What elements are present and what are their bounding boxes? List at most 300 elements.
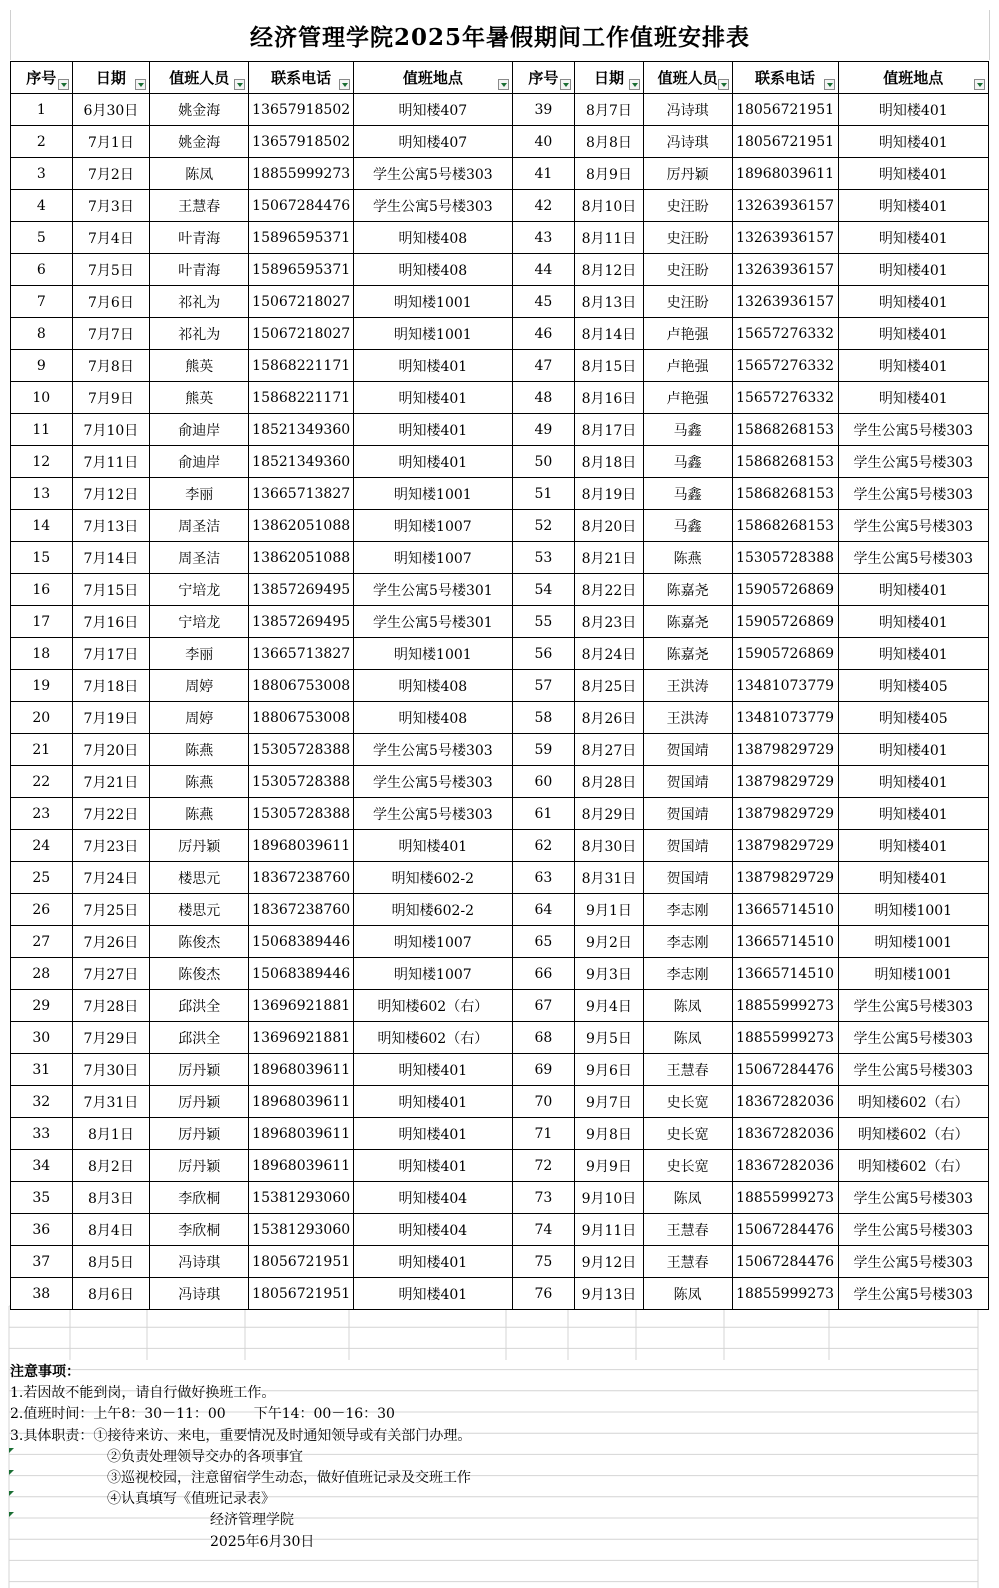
cell-staff-2[interactable]: 冯诗琪 (643, 94, 732, 126)
cell-index-2[interactable]: 42 (512, 190, 575, 222)
cell-index-2[interactable]: 63 (512, 862, 575, 894)
cell-phone-2[interactable]: 13879829729 (732, 766, 838, 798)
cell-index-2[interactable]: 66 (512, 958, 575, 990)
cell-date-2[interactable]: 9月2日 (575, 926, 644, 958)
cell-staff[interactable]: 冯诗琪 (150, 1246, 249, 1278)
cell-location-2[interactable]: 明知楼405 (838, 670, 988, 702)
cell-phone-2[interactable]: 18056721951 (732, 126, 838, 158)
cell-index-2[interactable]: 69 (512, 1054, 575, 1086)
cell-location[interactable]: 学生公寓5号楼303 (354, 734, 512, 766)
cell-date-2[interactable]: 8月23日 (575, 606, 644, 638)
cell-date[interactable]: 7月29日 (72, 1022, 150, 1054)
cell-location[interactable]: 学生公寓5号楼303 (354, 158, 512, 190)
cell-index-2[interactable]: 74 (512, 1214, 575, 1246)
cell-staff[interactable]: 宁培龙 (150, 574, 249, 606)
cell-index[interactable]: 9 (11, 350, 73, 382)
cell-staff[interactable]: 周婷 (150, 670, 249, 702)
cell-location-2[interactable]: 明知楼401 (838, 254, 988, 286)
cell-location[interactable]: 明知楼401 (354, 1278, 512, 1310)
cell-date[interactable]: 7月27日 (72, 958, 150, 990)
cell-index[interactable]: 24 (11, 830, 73, 862)
cell-date[interactable]: 7月28日 (72, 990, 150, 1022)
cell-index[interactable]: 7 (11, 286, 73, 318)
filter-dropdown-icon[interactable] (718, 79, 729, 90)
cell-location-2[interactable]: 学生公寓5号楼303 (838, 478, 988, 510)
cell-index-2[interactable]: 39 (512, 94, 575, 126)
cell-staff[interactable]: 邱洪全 (150, 990, 249, 1022)
cell-staff[interactable]: 楼思元 (150, 894, 249, 926)
cell-phone[interactable]: 15896595371 (249, 222, 354, 254)
cell-phone-2[interactable]: 15868268153 (732, 478, 838, 510)
cell-date[interactable]: 8月3日 (72, 1182, 150, 1214)
cell-date-2[interactable]: 8月18日 (575, 446, 644, 478)
cell-location-2[interactable]: 明知楼602（右） (838, 1118, 988, 1150)
cell-staff-2[interactable]: 马鑫 (643, 414, 732, 446)
cell-index[interactable]: 34 (11, 1150, 73, 1182)
cell-index[interactable]: 2 (11, 126, 73, 158)
cell-staff[interactable]: 熊英 (150, 382, 249, 414)
cell-staff[interactable]: 李丽 (150, 478, 249, 510)
cell-index-2[interactable]: 43 (512, 222, 575, 254)
cell-staff[interactable]: 周婷 (150, 702, 249, 734)
cell-staff-2[interactable]: 史汪盼 (643, 254, 732, 286)
cell-location[interactable]: 明知楼1007 (354, 510, 512, 542)
cell-staff[interactable]: 王慧春 (150, 190, 249, 222)
cell-staff-2[interactable]: 贺国靖 (643, 830, 732, 862)
cell-index[interactable]: 13 (11, 478, 73, 510)
cell-index-2[interactable]: 75 (512, 1246, 575, 1278)
cell-index-2[interactable]: 46 (512, 318, 575, 350)
cell-date-2[interactable]: 8月8日 (575, 126, 644, 158)
cell-phone-2[interactable]: 13665714510 (732, 894, 838, 926)
cell-location-2[interactable]: 明知楼401 (838, 798, 988, 830)
filter-dropdown-icon[interactable] (560, 79, 571, 90)
cell-date-2[interactable]: 9月12日 (575, 1246, 644, 1278)
cell-location[interactable]: 明知楼1001 (354, 318, 512, 350)
cell-phone[interactable]: 15868221171 (249, 382, 354, 414)
cell-staff[interactable]: 厉丹颖 (150, 1150, 249, 1182)
cell-location-2[interactable]: 学生公寓5号楼303 (838, 1278, 988, 1310)
cell-index[interactable]: 12 (11, 446, 73, 478)
cell-phone-2[interactable]: 15067284476 (732, 1054, 838, 1086)
cell-date-2[interactable]: 8月22日 (575, 574, 644, 606)
cell-date-2[interactable]: 8月19日 (575, 478, 644, 510)
cell-location[interactable]: 明知楼408 (354, 222, 512, 254)
cell-phone[interactable]: 18968039611 (249, 1150, 354, 1182)
cell-staff-2[interactable]: 贺国靖 (643, 734, 732, 766)
cell-phone-2[interactable]: 15905726869 (732, 574, 838, 606)
cell-date[interactable]: 7月23日 (72, 830, 150, 862)
cell-phone-2[interactable]: 15305728388 (732, 542, 838, 574)
cell-location-2[interactable]: 明知楼602（右） (838, 1150, 988, 1182)
cell-phone[interactable]: 13857269495 (249, 574, 354, 606)
cell-location-2[interactable]: 明知楼401 (838, 734, 988, 766)
filter-dropdown-icon[interactable] (58, 79, 69, 90)
cell-date[interactable]: 7月20日 (72, 734, 150, 766)
cell-staff[interactable]: 周圣洁 (150, 542, 249, 574)
cell-date[interactable]: 7月30日 (72, 1054, 150, 1086)
cell-location[interactable]: 明知楼1007 (354, 926, 512, 958)
cell-staff[interactable]: 周圣洁 (150, 510, 249, 542)
cell-date[interactable]: 8月2日 (72, 1150, 150, 1182)
cell-date[interactable]: 7月25日 (72, 894, 150, 926)
cell-staff-2[interactable]: 陈燕 (643, 542, 732, 574)
cell-location-2[interactable]: 学生公寓5号楼303 (838, 990, 988, 1022)
cell-staff[interactable]: 厉丹颖 (150, 830, 249, 862)
cell-date-2[interactable]: 9月9日 (575, 1150, 644, 1182)
cell-staff-2[interactable]: 卢艳强 (643, 350, 732, 382)
cell-date[interactable]: 8月4日 (72, 1214, 150, 1246)
cell-date-2[interactable]: 8月11日 (575, 222, 644, 254)
cell-location-2[interactable]: 明知楼401 (838, 766, 988, 798)
cell-date[interactable]: 7月6日 (72, 286, 150, 318)
cell-index[interactable]: 15 (11, 542, 73, 574)
cell-date-2[interactable]: 9月3日 (575, 958, 644, 990)
cell-location[interactable]: 明知楼401 (354, 350, 512, 382)
cell-index-2[interactable]: 71 (512, 1118, 575, 1150)
cell-location[interactable]: 明知楼602（右） (354, 1022, 512, 1054)
cell-staff-2[interactable]: 李志刚 (643, 894, 732, 926)
cell-date-2[interactable]: 8月24日 (575, 638, 644, 670)
cell-date-2[interactable]: 8月14日 (575, 318, 644, 350)
cell-staff-2[interactable]: 马鑫 (643, 510, 732, 542)
cell-staff-2[interactable]: 贺国靖 (643, 766, 732, 798)
cell-location-2[interactable]: 学生公寓5号楼303 (838, 542, 988, 574)
cell-location[interactable]: 明知楼602-2 (354, 894, 512, 926)
cell-index-2[interactable]: 53 (512, 542, 575, 574)
cell-staff-2[interactable]: 王慧春 (643, 1054, 732, 1086)
cell-phone[interactable]: 15067218027 (249, 286, 354, 318)
cell-date[interactable]: 7月21日 (72, 766, 150, 798)
cell-date-2[interactable]: 9月13日 (575, 1278, 644, 1310)
cell-location[interactable]: 明知楼408 (354, 670, 512, 702)
cell-phone[interactable]: 15305728388 (249, 734, 354, 766)
cell-staff-2[interactable]: 马鑫 (643, 478, 732, 510)
cell-index[interactable]: 10 (11, 382, 73, 414)
cell-index[interactable]: 28 (11, 958, 73, 990)
cell-index-2[interactable]: 65 (512, 926, 575, 958)
cell-location-2[interactable]: 学生公寓5号楼303 (838, 1182, 988, 1214)
cell-phone[interactable]: 18521349360 (249, 414, 354, 446)
cell-index[interactable]: 5 (11, 222, 73, 254)
cell-staff-2[interactable]: 史汪盼 (643, 190, 732, 222)
cell-phone-2[interactable]: 15067284476 (732, 1246, 838, 1278)
cell-location[interactable]: 明知楼404 (354, 1182, 512, 1214)
cell-staff[interactable]: 李欣桐 (150, 1214, 249, 1246)
cell-staff-2[interactable]: 史长宽 (643, 1150, 732, 1182)
cell-staff[interactable]: 陈俊杰 (150, 958, 249, 990)
cell-index-2[interactable]: 52 (512, 510, 575, 542)
cell-phone[interactable]: 13657918502 (249, 94, 354, 126)
cell-date[interactable]: 7月14日 (72, 542, 150, 574)
cell-location[interactable]: 明知楼1007 (354, 958, 512, 990)
cell-phone-2[interactable]: 18855999273 (732, 1182, 838, 1214)
cell-phone[interactable]: 18968039611 (249, 1086, 354, 1118)
cell-location-2[interactable]: 学生公寓5号楼303 (838, 1054, 988, 1086)
cell-index-2[interactable]: 47 (512, 350, 575, 382)
cell-phone[interactable]: 13657918502 (249, 126, 354, 158)
cell-date[interactable]: 7月16日 (72, 606, 150, 638)
cell-phone-2[interactable]: 15657276332 (732, 382, 838, 414)
cell-staff-2[interactable]: 卢艳强 (643, 382, 732, 414)
cell-date[interactable]: 7月26日 (72, 926, 150, 958)
cell-location-2[interactable]: 明知楼401 (838, 318, 988, 350)
cell-phone-2[interactable]: 13263936157 (732, 222, 838, 254)
cell-staff[interactable]: 祁礼为 (150, 318, 249, 350)
cell-location-2[interactable]: 学生公寓5号楼303 (838, 1214, 988, 1246)
cell-index-2[interactable]: 55 (512, 606, 575, 638)
cell-index-2[interactable]: 40 (512, 126, 575, 158)
cell-date-2[interactable]: 8月31日 (575, 862, 644, 894)
cell-phone-2[interactable]: 13879829729 (732, 734, 838, 766)
cell-staff-2[interactable]: 史长宽 (643, 1086, 732, 1118)
cell-date-2[interactable]: 8月17日 (575, 414, 644, 446)
cell-staff-2[interactable]: 王洪涛 (643, 702, 732, 734)
cell-phone-2[interactable]: 13879829729 (732, 830, 838, 862)
cell-location[interactable]: 明知楼407 (354, 126, 512, 158)
cell-index[interactable]: 8 (11, 318, 73, 350)
filter-dropdown-icon[interactable] (135, 79, 146, 90)
cell-index[interactable]: 20 (11, 702, 73, 734)
cell-phone-2[interactable]: 18367282036 (732, 1086, 838, 1118)
cell-date-2[interactable]: 8月29日 (575, 798, 644, 830)
cell-phone-2[interactable]: 13263936157 (732, 286, 838, 318)
cell-location[interactable]: 明知楼1007 (354, 542, 512, 574)
cell-phone-2[interactable]: 18855999273 (732, 990, 838, 1022)
cell-phone-2[interactable]: 15868268153 (732, 414, 838, 446)
cell-staff[interactable]: 姚金海 (150, 94, 249, 126)
cell-phone-2[interactable]: 13665714510 (732, 958, 838, 990)
cell-phone[interactable]: 15305728388 (249, 798, 354, 830)
cell-index[interactable]: 30 (11, 1022, 73, 1054)
cell-index[interactable]: 1 (11, 94, 73, 126)
cell-location-2[interactable]: 明知楼401 (838, 158, 988, 190)
cell-index-2[interactable]: 54 (512, 574, 575, 606)
cell-location[interactable]: 学生公寓5号楼303 (354, 798, 512, 830)
cell-staff-2[interactable]: 李志刚 (643, 926, 732, 958)
cell-location[interactable]: 明知楼401 (354, 414, 512, 446)
cell-location[interactable]: 明知楼401 (354, 382, 512, 414)
cell-staff[interactable]: 宁培龙 (150, 606, 249, 638)
cell-date[interactable]: 7月12日 (72, 478, 150, 510)
cell-date[interactable]: 8月5日 (72, 1246, 150, 1278)
cell-staff-2[interactable]: 冯诗琪 (643, 126, 732, 158)
cell-index-2[interactable]: 72 (512, 1150, 575, 1182)
cell-date[interactable]: 7月3日 (72, 190, 150, 222)
cell-location[interactable]: 明知楼401 (354, 1150, 512, 1182)
cell-staff[interactable]: 厉丹颖 (150, 1086, 249, 1118)
cell-index[interactable]: 37 (11, 1246, 73, 1278)
cell-index[interactable]: 17 (11, 606, 73, 638)
cell-index-2[interactable]: 59 (512, 734, 575, 766)
cell-staff-2[interactable]: 王慧春 (643, 1214, 732, 1246)
filter-dropdown-icon[interactable] (234, 79, 245, 90)
cell-staff-2[interactable]: 陈凤 (643, 1182, 732, 1214)
cell-staff[interactable]: 厉丹颖 (150, 1054, 249, 1086)
cell-location[interactable]: 明知楼401 (354, 1086, 512, 1118)
cell-phone-2[interactable]: 15067284476 (732, 1214, 838, 1246)
cell-date-2[interactable]: 9月1日 (575, 894, 644, 926)
cell-date[interactable]: 7月18日 (72, 670, 150, 702)
cell-index[interactable]: 26 (11, 894, 73, 926)
cell-index-2[interactable]: 76 (512, 1278, 575, 1310)
cell-staff[interactable]: 冯诗琪 (150, 1278, 249, 1310)
cell-location[interactable]: 学生公寓5号楼301 (354, 574, 512, 606)
cell-staff-2[interactable]: 陈凤 (643, 1022, 732, 1054)
cell-phone-2[interactable]: 18367282036 (732, 1118, 838, 1150)
cell-location-2[interactable]: 明知楼401 (838, 862, 988, 894)
cell-date-2[interactable]: 8月30日 (575, 830, 644, 862)
cell-phone-2[interactable]: 13665714510 (732, 926, 838, 958)
cell-staff[interactable]: 俞迪岸 (150, 414, 249, 446)
cell-location[interactable]: 明知楼1001 (354, 638, 512, 670)
cell-staff-2[interactable]: 陈嘉尧 (643, 638, 732, 670)
cell-index[interactable]: 4 (11, 190, 73, 222)
cell-phone[interactable]: 18806753008 (249, 670, 354, 702)
cell-staff-2[interactable]: 贺国靖 (643, 798, 732, 830)
cell-phone[interactable]: 13696921881 (249, 1022, 354, 1054)
cell-phone[interactable]: 18806753008 (249, 702, 354, 734)
cell-date[interactable]: 7月13日 (72, 510, 150, 542)
cell-date[interactable]: 7月22日 (72, 798, 150, 830)
cell-index[interactable]: 22 (11, 766, 73, 798)
cell-index-2[interactable]: 57 (512, 670, 575, 702)
cell-phone-2[interactable]: 15657276332 (732, 318, 838, 350)
cell-index[interactable]: 23 (11, 798, 73, 830)
cell-date-2[interactable]: 8月25日 (575, 670, 644, 702)
cell-phone[interactable]: 15896595371 (249, 254, 354, 286)
cell-date[interactable]: 8月6日 (72, 1278, 150, 1310)
cell-phone[interactable]: 13665713827 (249, 478, 354, 510)
cell-staff-2[interactable]: 王洪涛 (643, 670, 732, 702)
cell-date-2[interactable]: 9月5日 (575, 1022, 644, 1054)
cell-date[interactable]: 7月24日 (72, 862, 150, 894)
cell-index-2[interactable]: 50 (512, 446, 575, 478)
cell-date[interactable]: 6月30日 (72, 94, 150, 126)
cell-phone[interactable]: 18056721951 (249, 1246, 354, 1278)
cell-staff-2[interactable]: 李志刚 (643, 958, 732, 990)
cell-date-2[interactable]: 8月7日 (575, 94, 644, 126)
cell-date[interactable]: 7月9日 (72, 382, 150, 414)
cell-date-2[interactable]: 9月4日 (575, 990, 644, 1022)
cell-date[interactable]: 7月1日 (72, 126, 150, 158)
cell-phone-2[interactable]: 15868268153 (732, 446, 838, 478)
cell-location-2[interactable]: 明知楼1001 (838, 894, 988, 926)
cell-phone-2[interactable]: 18855999273 (732, 1278, 838, 1310)
cell-location-2[interactable]: 明知楼405 (838, 702, 988, 734)
cell-location[interactable]: 明知楼1001 (354, 478, 512, 510)
cell-staff[interactable]: 李丽 (150, 638, 249, 670)
cell-date-2[interactable]: 8月15日 (575, 350, 644, 382)
cell-staff[interactable]: 熊英 (150, 350, 249, 382)
cell-phone[interactable]: 13862051088 (249, 510, 354, 542)
cell-index-2[interactable]: 67 (512, 990, 575, 1022)
cell-staff-2[interactable]: 史汪盼 (643, 222, 732, 254)
cell-index[interactable]: 31 (11, 1054, 73, 1086)
cell-date[interactable]: 7月8日 (72, 350, 150, 382)
cell-location-2[interactable]: 明知楼401 (838, 222, 988, 254)
cell-staff-2[interactable]: 马鑫 (643, 446, 732, 478)
cell-phone-2[interactable]: 13481073779 (732, 702, 838, 734)
cell-phone-2[interactable]: 13263936157 (732, 190, 838, 222)
cell-location-2[interactable]: 学生公寓5号楼303 (838, 1246, 988, 1278)
cell-location[interactable]: 明知楼404 (354, 1214, 512, 1246)
cell-location[interactable]: 明知楼407 (354, 94, 512, 126)
cell-staff[interactable]: 叶青海 (150, 254, 249, 286)
cell-phone-2[interactable]: 13263936157 (732, 254, 838, 286)
cell-phone[interactable]: 15068389446 (249, 958, 354, 990)
filter-dropdown-icon[interactable] (824, 79, 835, 90)
cell-date[interactable]: 7月11日 (72, 446, 150, 478)
cell-date[interactable]: 7月4日 (72, 222, 150, 254)
cell-date[interactable]: 7月7日 (72, 318, 150, 350)
cell-location-2[interactable]: 明知楼401 (838, 94, 988, 126)
cell-staff[interactable]: 叶青海 (150, 222, 249, 254)
cell-location-2[interactable]: 明知楼401 (838, 126, 988, 158)
cell-index-2[interactable]: 60 (512, 766, 575, 798)
cell-location[interactable]: 明知楼602-2 (354, 862, 512, 894)
cell-phone-2[interactable]: 15868268153 (732, 510, 838, 542)
cell-date-2[interactable]: 8月9日 (575, 158, 644, 190)
cell-phone-2[interactable]: 15905726869 (732, 606, 838, 638)
cell-date[interactable]: 7月5日 (72, 254, 150, 286)
cell-location[interactable]: 明知楼408 (354, 254, 512, 286)
cell-staff[interactable]: 陈俊杰 (150, 926, 249, 958)
cell-index[interactable]: 11 (11, 414, 73, 446)
cell-phone[interactable]: 18968039611 (249, 1118, 354, 1150)
cell-phone[interactable]: 18968039611 (249, 1054, 354, 1086)
cell-location-2[interactable]: 明知楼401 (838, 830, 988, 862)
cell-index-2[interactable]: 51 (512, 478, 575, 510)
cell-date-2[interactable]: 8月27日 (575, 734, 644, 766)
cell-staff[interactable]: 邱洪全 (150, 1022, 249, 1054)
cell-index-2[interactable]: 41 (512, 158, 575, 190)
cell-phone-2[interactable]: 18855999273 (732, 1022, 838, 1054)
cell-date-2[interactable]: 8月16日 (575, 382, 644, 414)
cell-staff[interactable]: 厉丹颖 (150, 1118, 249, 1150)
filter-dropdown-icon[interactable] (339, 79, 350, 90)
cell-date-2[interactable]: 9月10日 (575, 1182, 644, 1214)
cell-date-2[interactable]: 8月28日 (575, 766, 644, 798)
cell-location[interactable]: 明知楼401 (354, 1054, 512, 1086)
cell-phone-2[interactable]: 13481073779 (732, 670, 838, 702)
cell-date[interactable]: 7月2日 (72, 158, 150, 190)
cell-location[interactable]: 学生公寓5号楼301 (354, 606, 512, 638)
cell-location-2[interactable]: 学生公寓5号楼303 (838, 1022, 988, 1054)
cell-phone[interactable]: 13862051088 (249, 542, 354, 574)
cell-date[interactable]: 8月1日 (72, 1118, 150, 1150)
cell-date-2[interactable]: 8月12日 (575, 254, 644, 286)
cell-location[interactable]: 明知楼401 (354, 446, 512, 478)
cell-staff[interactable]: 陈燕 (150, 798, 249, 830)
cell-date[interactable]: 7月10日 (72, 414, 150, 446)
cell-location-2[interactable]: 明知楼401 (838, 190, 988, 222)
cell-phone[interactable]: 18855999273 (249, 158, 354, 190)
cell-phone[interactable]: 15068389446 (249, 926, 354, 958)
cell-staff-2[interactable]: 史汪盼 (643, 286, 732, 318)
cell-phone[interactable]: 13665713827 (249, 638, 354, 670)
cell-phone-2[interactable]: 18367282036 (732, 1150, 838, 1182)
cell-index[interactable]: 6 (11, 254, 73, 286)
cell-index[interactable]: 14 (11, 510, 73, 542)
cell-phone[interactable]: 15067218027 (249, 318, 354, 350)
cell-date-2[interactable]: 8月21日 (575, 542, 644, 574)
cell-date-2[interactable]: 8月26日 (575, 702, 644, 734)
cell-phone-2[interactable]: 15905726869 (732, 638, 838, 670)
cell-location-2[interactable]: 明知楼602（右） (838, 1086, 988, 1118)
cell-index-2[interactable]: 48 (512, 382, 575, 414)
cell-location[interactable]: 明知楼401 (354, 1246, 512, 1278)
